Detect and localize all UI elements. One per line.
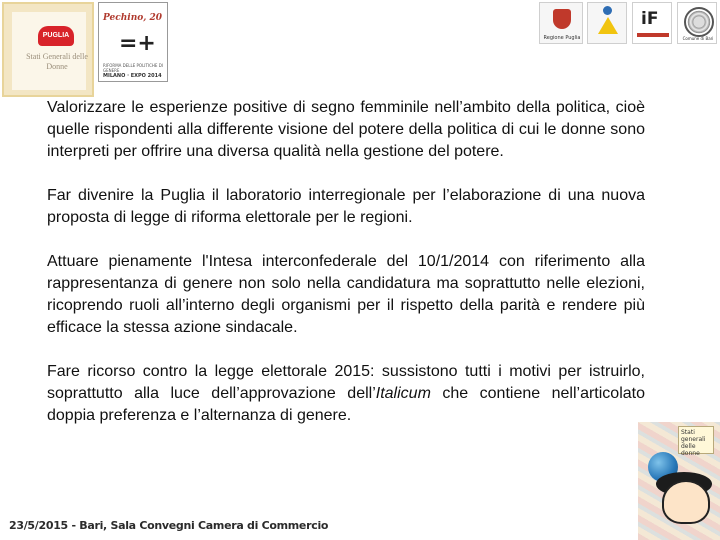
italicum-term: Italicum	[375, 385, 431, 402]
illustration-tag: Stati generali delle donne	[678, 426, 714, 454]
regione-caption: Regione Puglia	[543, 35, 581, 41]
paragraph-far-divenire: Far divenire la Puglia il laboratorio interregionale per l’elaborazione di una nuova proposta di legge di riforma elettorale per le regioni.	[47, 187, 645, 226]
shield-icon	[553, 9, 571, 29]
pechino-fine-text: RIFORMA DELLE POLITICHE DI GENERE	[103, 63, 163, 73]
if-text: iF	[641, 9, 659, 29]
slide-footer: 23/5/2015 - Bari, Sala Convegni Camera di Commercio	[9, 519, 329, 532]
pechino-20-logo	[98, 2, 168, 82]
paragraph-attuare: Attuare pienamente l'Intesa interconfederale del 10/1/2014 con riferimento alla rappresentanza di genere non solo nella candidatura ma soprattutto nelle elezioni, ricoprendo ruoli all’interno degli organismi per il rispetto della parità e rendere più efficace la stessa azione sindacale.	[47, 253, 645, 336]
emblem-icon	[603, 6, 612, 15]
logo-subtitle: Stati Generali delle Donne	[26, 52, 88, 71]
pechino-mark: =+	[119, 31, 156, 56]
if-logo	[632, 2, 672, 44]
paragraph-valorizzare: Valorizzare le esperienze positive di segno femminile nell’ambito della politica, cioè quelle rispondenti alla differente visione del potere della politica di cui le donne sono interpreti per offrire una diversa qualità nella gestione del potere.	[47, 99, 645, 160]
decorative-illustration	[638, 422, 720, 540]
pechino-event: MILANO · EXPO 2014	[103, 73, 162, 79]
slide-body	[47, 97, 645, 449]
stati-generali-logo	[2, 2, 94, 97]
regione-puglia-logo	[539, 2, 583, 44]
puglia-badge: PUGLIA	[38, 26, 74, 46]
paragraph-fare-ricorso-start: Fare ricorso contro la legge elettorale 2015: sussistono tutti i motivi per istruirlo, soprattutto alla luce dell’approvazione dell’	[47, 363, 645, 402]
paragraph-fare-ricorso-end: che contiene nell’articolato doppia preferenza e l’alternanza di genere.	[47, 385, 645, 424]
seal-caption: Comune di Bari	[682, 36, 714, 41]
illustration-face	[662, 480, 710, 524]
if-band	[637, 33, 669, 37]
seal-logo	[677, 2, 717, 44]
partner-logo	[587, 2, 627, 44]
pechino-title: Pechino, 20	[103, 13, 163, 23]
warning-triangle-icon	[598, 17, 618, 34]
seal-icon	[684, 7, 714, 37]
logo-inner	[12, 12, 86, 90]
paragraph-fare-ricorso	[47, 361, 645, 427]
